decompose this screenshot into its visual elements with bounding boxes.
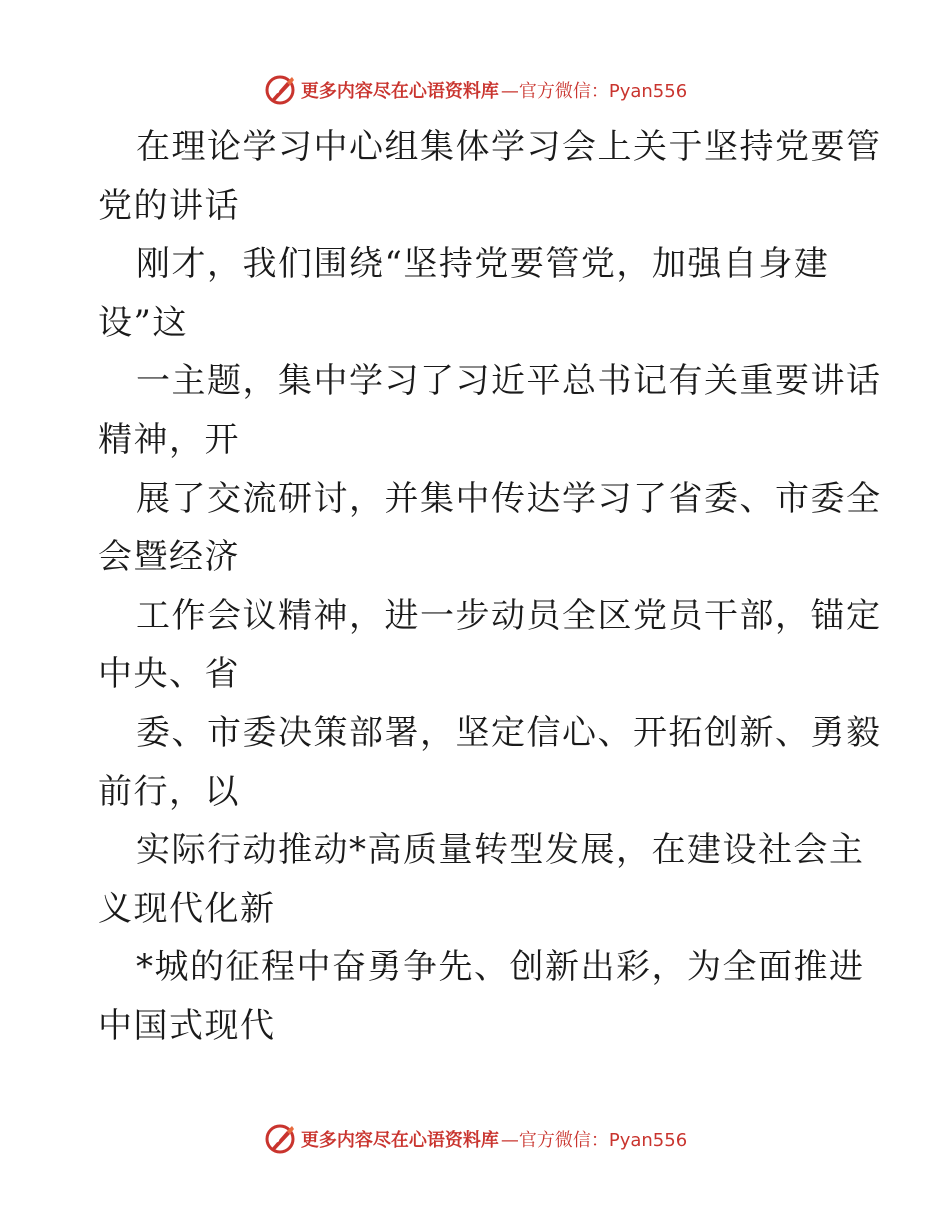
- text-line: 实际行动推动*高质量转型发展，在建设社会主: [136, 830, 865, 871]
- text-line: 展了交流研讨，并集中传达学习了省委、市委全: [136, 478, 882, 519]
- text-line: 一主题，集中学习了习近平总书记有关重要讲话: [136, 361, 882, 402]
- text-line: 刚才，我们围绕“坚持党要管党，加强自身建: [136, 244, 830, 285]
- text-line: 工作会议精神，进一步动员全区党员干部，锚定: [136, 595, 882, 636]
- banner-wechat: —官方微信：Pyan556: [500, 81, 688, 102]
- text-line: 党的讲话: [98, 185, 240, 226]
- text-line: 义现代化新: [98, 888, 276, 929]
- quill-pen-logo-icon: [263, 1122, 297, 1156]
- text-line: *城的征程中奋勇争先、创新出彩，为全面推进: [136, 947, 865, 988]
- text-line: 设”这: [98, 302, 188, 343]
- quill-pen-logo-icon: [263, 73, 297, 107]
- text-line: 前行，以: [98, 771, 240, 812]
- text-line: 中央、省: [98, 654, 240, 695]
- header-banner: [0, 70, 950, 110]
- text-line: 会暨经济: [98, 537, 240, 578]
- footer-banner-wechat: —官方微信：Pyan556: [500, 1130, 688, 1151]
- footer-banner: [0, 1119, 950, 1159]
- text-line: 中国式现代: [98, 1005, 276, 1046]
- text-line: 委、市委决策部署，坚定信心、开拓创新、勇毅: [136, 712, 882, 753]
- banner-title: 更多内容尽在心语资料库: [300, 81, 499, 102]
- document-body: [98, 118, 882, 1056]
- footer-banner-title: 更多内容尽在心语资料库: [300, 1130, 499, 1151]
- text-line: 精神，开: [98, 419, 240, 460]
- text-line: 在理论学习中心组集体学习会上关于坚持党要管: [136, 127, 882, 167]
